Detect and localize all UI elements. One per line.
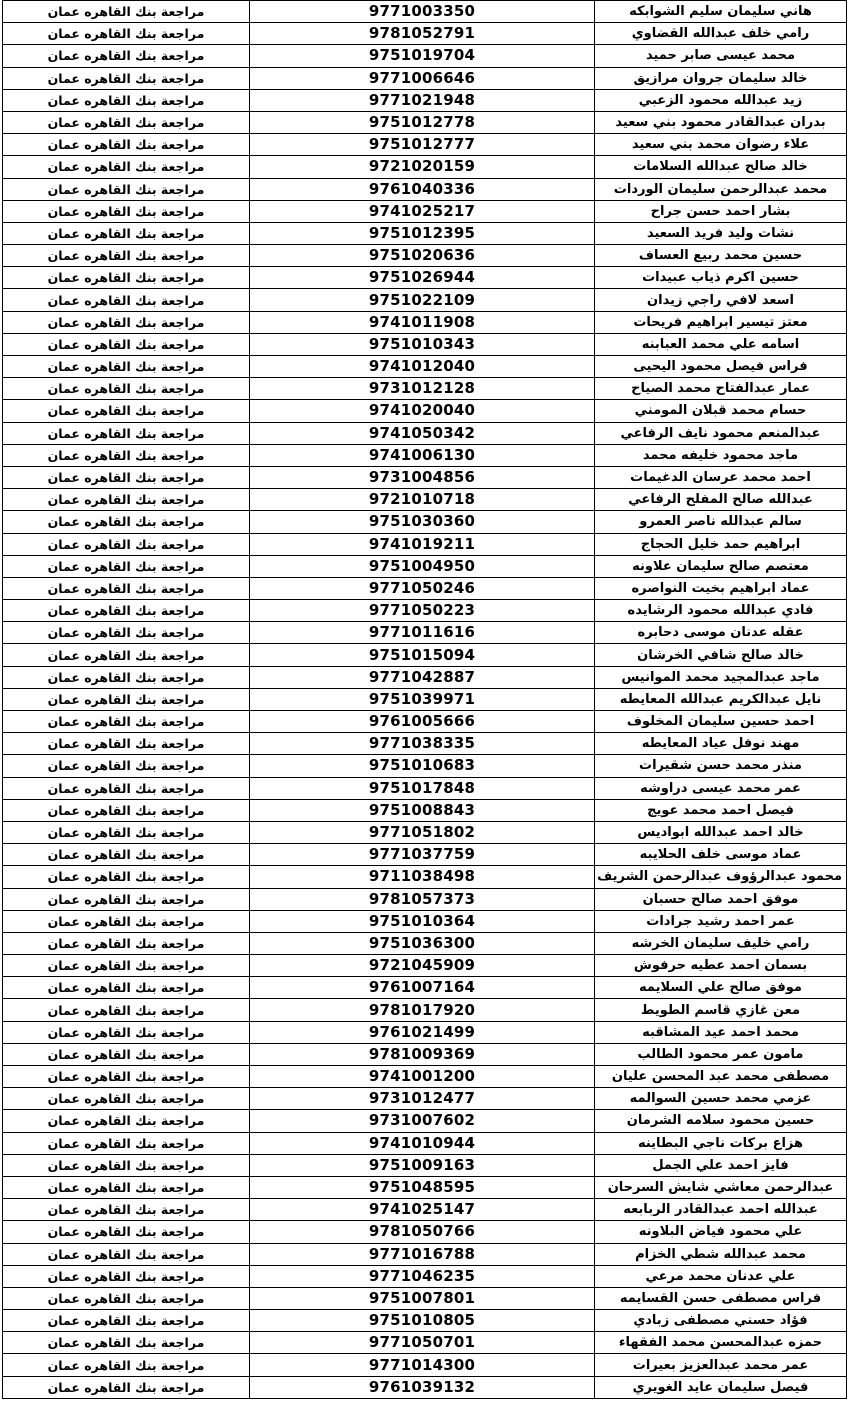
number-cell: 9721020159 (250, 156, 595, 178)
table-row (3, 555, 847, 577)
number-cell: 9731007602 (250, 1110, 595, 1132)
name-cell: موفق صالح علي السلايمه (595, 977, 847, 999)
number-cell: 9771038335 (250, 733, 595, 755)
branch-cell: مراجعة بنك القاهره عمان (3, 23, 250, 45)
name-cell: منذر محمد حسن شقيرات (595, 755, 847, 777)
name-cell: خالد صالح عبدالله السلامات (595, 156, 847, 178)
table-row (3, 1199, 847, 1221)
number-cell: 9751010343 (250, 333, 595, 355)
number-cell: 9751030360 (250, 511, 595, 533)
number-cell: 9751048595 (250, 1176, 595, 1198)
name-cell: نايل عبدالكريم عبدالله المعايطه (595, 688, 847, 710)
branch-cell: مراجعة بنك القاهره عمان (3, 555, 250, 577)
name-cell: حسين محمد ربيع العساف (595, 245, 847, 267)
name-cell: علي عدنان محمد مرعي (595, 1265, 847, 1287)
records-table-body (3, 1, 847, 1399)
number-cell: 9741001200 (250, 1066, 595, 1088)
table-row (3, 622, 847, 644)
name-cell: رامي خليف سليمان الخرشه (595, 932, 847, 954)
number-cell: 9741050342 (250, 422, 595, 444)
number-cell: 9741025147 (250, 1199, 595, 1221)
branch-cell: مراجعة بنك القاهره عمان (3, 267, 250, 289)
number-cell: 9751012778 (250, 111, 595, 133)
table-row (3, 821, 847, 843)
number-cell: 9731012128 (250, 378, 595, 400)
table-row (3, 866, 847, 888)
name-cell: فادي عبدالله محمود الرشايده (595, 600, 847, 622)
number-cell: 9731004856 (250, 466, 595, 488)
number-cell: 9771042887 (250, 666, 595, 688)
name-cell: عمر محمد عبدالعزيز بعيرات (595, 1354, 847, 1376)
branch-cell: مراجعة بنك القاهره عمان (3, 89, 250, 111)
table-row (3, 1, 847, 23)
branch-cell: مراجعة بنك القاهره عمان (3, 1243, 250, 1265)
number-cell: 9761039132 (250, 1376, 595, 1398)
number-cell: 9771003350 (250, 1, 595, 23)
name-cell: ماجد عبدالمجيد محمد الموانيس (595, 666, 847, 688)
branch-cell: مراجعة بنك القاهره عمان (3, 466, 250, 488)
name-cell: عبدالله احمد عبدالقادر الربابعه (595, 1199, 847, 1221)
name-cell: سالم عبدالله ناصر العمرو (595, 511, 847, 533)
table-row (3, 1021, 847, 1043)
name-cell: محمود عبدالرؤوف عبدالرحمن الشريف (595, 866, 847, 888)
table-row (3, 178, 847, 200)
name-cell: هاني سليمان سليم الشوابكه (595, 1, 847, 23)
name-cell: فراس مصطفى حسن القسايمه (595, 1287, 847, 1309)
number-cell: 9741010944 (250, 1132, 595, 1154)
branch-cell: مراجعة بنك القاهره عمان (3, 1332, 250, 1354)
number-cell: 9741025217 (250, 200, 595, 222)
table-row (3, 1221, 847, 1243)
table-row (3, 378, 847, 400)
branch-cell: مراجعة بنك القاهره عمان (3, 1310, 250, 1332)
name-cell: عمار عبدالفتاح محمد الصياح (595, 378, 847, 400)
branch-cell: مراجعة بنك القاهره عمان (3, 910, 250, 932)
name-cell: محمد عيسى صابر حميد (595, 45, 847, 67)
records-table (2, 0, 847, 1399)
number-cell: 9751009163 (250, 1154, 595, 1176)
table-row (3, 111, 847, 133)
name-cell: مامون عمر محمود الطالب (595, 1043, 847, 1065)
table-row (3, 688, 847, 710)
number-cell: 9771011616 (250, 622, 595, 644)
number-cell: 9771037759 (250, 844, 595, 866)
branch-cell: مراجعة بنك القاهره عمان (3, 422, 250, 444)
number-cell: 9751022109 (250, 289, 595, 311)
name-cell: عقله عدنان موسى دحابره (595, 622, 847, 644)
branch-cell: مراجعة بنك القاهره عمان (3, 1132, 250, 1154)
number-cell: 9741006130 (250, 444, 595, 466)
branch-cell: مراجعة بنك القاهره عمان (3, 200, 250, 222)
table-row (3, 333, 847, 355)
branch-cell: مراجعة بنك القاهره عمان (3, 1066, 250, 1088)
name-cell: فيصل احمد محمد عويج (595, 799, 847, 821)
table-row (3, 577, 847, 599)
branch-cell: مراجعة بنك القاهره عمان (3, 222, 250, 244)
table-row (3, 1243, 847, 1265)
name-cell: عبدالرحمن معاشي شايش السرحان (595, 1176, 847, 1198)
name-cell: عزمي محمد حسين السوالمه (595, 1088, 847, 1110)
name-cell: بدران عبدالقادر محمود بني سعيد (595, 111, 847, 133)
number-cell: 9781009369 (250, 1043, 595, 1065)
number-cell: 9711038498 (250, 866, 595, 888)
number-cell: 9751008843 (250, 799, 595, 821)
table-row (3, 422, 847, 444)
name-cell: عماد ابراهيم بخيت النواصره (595, 577, 847, 599)
number-cell: 9751039971 (250, 688, 595, 710)
branch-cell: مراجعة بنك القاهره عمان (3, 45, 250, 67)
table-row (3, 400, 847, 422)
number-cell: 9751036300 (250, 932, 595, 954)
name-cell: حسين محمود سلامه الشرمان (595, 1110, 847, 1132)
table-row (3, 1265, 847, 1287)
table-row (3, 267, 847, 289)
number-cell: 9751010805 (250, 1310, 595, 1332)
name-cell: حسام محمد قبلان المومني (595, 400, 847, 422)
number-cell: 9771006646 (250, 67, 595, 89)
number-cell: 9771046235 (250, 1265, 595, 1287)
table-row (3, 511, 847, 533)
number-cell: 9761040336 (250, 178, 595, 200)
table-row (3, 466, 847, 488)
name-cell: فايز احمد علي الجمل (595, 1154, 847, 1176)
table-row (3, 356, 847, 378)
branch-cell: مراجعة بنك القاهره عمان (3, 1221, 250, 1243)
number-cell: 9751012395 (250, 222, 595, 244)
table-row (3, 134, 847, 156)
name-cell: خالد سليمان جروان مرازيق (595, 67, 847, 89)
table-row (3, 600, 847, 622)
table-row (3, 23, 847, 45)
table-row (3, 1132, 847, 1154)
branch-cell: مراجعة بنك القاهره عمان (3, 1043, 250, 1065)
table-row (3, 289, 847, 311)
branch-cell: مراجعة بنك القاهره عمان (3, 799, 250, 821)
number-cell: 9771050223 (250, 600, 595, 622)
table-row (3, 644, 847, 666)
number-cell: 9741012040 (250, 356, 595, 378)
branch-cell: مراجعة بنك القاهره عمان (3, 644, 250, 666)
table-row (3, 733, 847, 755)
branch-cell: مراجعة بنك القاهره عمان (3, 1088, 250, 1110)
branch-cell: مراجعة بنك القاهره عمان (3, 1199, 250, 1221)
number-cell: 9771050701 (250, 1332, 595, 1354)
table-row (3, 844, 847, 866)
branch-cell: مراجعة بنك القاهره عمان (3, 356, 250, 378)
table-row (3, 1376, 847, 1398)
branch-cell: مراجعة بنك القاهره عمان (3, 1376, 250, 1398)
branch-cell: مراجعة بنك القاهره عمان (3, 866, 250, 888)
number-cell: 9721010718 (250, 489, 595, 511)
name-cell: مصطفى محمد عبد المحسن عليان (595, 1066, 847, 1088)
branch-cell: مراجعة بنك القاهره عمان (3, 955, 250, 977)
branch-cell: مراجعة بنك القاهره عمان (3, 1176, 250, 1198)
table-row (3, 777, 847, 799)
number-cell: 9781057373 (250, 888, 595, 910)
name-cell: معن غازي قاسم الطويط (595, 999, 847, 1021)
name-cell: محمد عبدالرحمن سليمان الوردات (595, 178, 847, 200)
table-row (3, 999, 847, 1021)
number-cell: 9761021499 (250, 1021, 595, 1043)
branch-cell: مراجعة بنك القاهره عمان (3, 1021, 250, 1043)
table-row (3, 955, 847, 977)
branch-cell: مراجعة بنك القاهره عمان (3, 755, 250, 777)
table-row (3, 311, 847, 333)
name-cell: اسعد لافي راجي زيدان (595, 289, 847, 311)
name-cell: هزاع بركات ناجي البطاينه (595, 1132, 847, 1154)
branch-cell: مراجعة بنك القاهره عمان (3, 245, 250, 267)
number-cell: 9751020636 (250, 245, 595, 267)
branch-cell: مراجعة بنك القاهره عمان (3, 600, 250, 622)
table-row (3, 910, 847, 932)
table-row (3, 1043, 847, 1065)
number-cell: 9741011908 (250, 311, 595, 333)
number-cell: 9731012477 (250, 1088, 595, 1110)
branch-cell: مراجعة بنك القاهره عمان (3, 289, 250, 311)
table-row (3, 711, 847, 733)
branch-cell: مراجعة بنك القاهره عمان (3, 311, 250, 333)
number-cell: 9761005666 (250, 711, 595, 733)
number-cell: 9741019211 (250, 533, 595, 555)
number-cell: 9771051802 (250, 821, 595, 843)
name-cell: خالد احمد عبدالله ابواديس (595, 821, 847, 843)
name-cell: محمد احمد عيد المشاقبه (595, 1021, 847, 1043)
table-row (3, 1176, 847, 1198)
branch-cell: مراجعة بنك القاهره عمان (3, 999, 250, 1021)
number-cell: 9751012777 (250, 134, 595, 156)
branch-cell: مراجعة بنك القاهره عمان (3, 622, 250, 644)
number-cell: 9751010683 (250, 755, 595, 777)
number-cell: 9751007801 (250, 1287, 595, 1309)
name-cell: زيد عبدالله محمود الزعبي (595, 89, 847, 111)
table-row (3, 444, 847, 466)
name-cell: معتز تيسير ابراهيم فريحات (595, 311, 847, 333)
name-cell: حمزه عبدالمحسن محمد الفقهاء (595, 1332, 847, 1354)
name-cell: ماجد محمود خليفه محمد (595, 444, 847, 466)
table-row (3, 200, 847, 222)
name-cell: محمد عبدالله شطي الخزام (595, 1243, 847, 1265)
name-cell: احمد محمد عرسان الدغيمات (595, 466, 847, 488)
name-cell: فراس فيصل محمود اليحيى (595, 356, 847, 378)
name-cell: موفق احمد صالح حسبان (595, 888, 847, 910)
name-cell: رامي خلف عبدالله القضاوي (595, 23, 847, 45)
name-cell: معتصم صالح سليمان علاونه (595, 555, 847, 577)
name-cell: عماد موسى خلف الحلايبه (595, 844, 847, 866)
branch-cell: مراجعة بنك القاهره عمان (3, 577, 250, 599)
number-cell: 9771050246 (250, 577, 595, 599)
number-cell: 9771014300 (250, 1354, 595, 1376)
branch-cell: مراجعة بنك القاهره عمان (3, 711, 250, 733)
table-row (3, 1332, 847, 1354)
branch-cell: مراجعة بنك القاهره عمان (3, 511, 250, 533)
branch-cell: مراجعة بنك القاهره عمان (3, 178, 250, 200)
table-row (3, 156, 847, 178)
name-cell: علي محمود فياض البلاونه (595, 1221, 847, 1243)
name-cell: نشات وليد فريد السعيد (595, 222, 847, 244)
table-row (3, 932, 847, 954)
branch-cell: مراجعة بنك القاهره عمان (3, 444, 250, 466)
name-cell: اسامه علي محمد العبابنه (595, 333, 847, 355)
number-cell: 9781050766 (250, 1221, 595, 1243)
name-cell: فؤاد حسني مصطفى زبادي (595, 1310, 847, 1332)
branch-cell: مراجعة بنك القاهره عمان (3, 733, 250, 755)
name-cell: فيصل سليمان عايد الغويري (595, 1376, 847, 1398)
branch-cell: مراجعة بنك القاهره عمان (3, 777, 250, 799)
table-row (3, 977, 847, 999)
table-row (3, 89, 847, 111)
name-cell: بسمان احمد عطيه حرفوش (595, 955, 847, 977)
table-row (3, 1110, 847, 1132)
table-row (3, 888, 847, 910)
table-row (3, 245, 847, 267)
table-row (3, 1066, 847, 1088)
branch-cell: مراجعة بنك القاهره عمان (3, 888, 250, 910)
branch-cell: مراجعة بنك القاهره عمان (3, 977, 250, 999)
table-row (3, 1310, 847, 1332)
branch-cell: مراجعة بنك القاهره عمان (3, 821, 250, 843)
table-row (3, 67, 847, 89)
branch-cell: مراجعة بنك القاهره عمان (3, 1354, 250, 1376)
table-row (3, 1287, 847, 1309)
table-row (3, 45, 847, 67)
name-cell: عمر محمد عيسى دراوشه (595, 777, 847, 799)
number-cell: 9721045909 (250, 955, 595, 977)
branch-cell: مراجعة بنك القاهره عمان (3, 1265, 250, 1287)
table-row (3, 222, 847, 244)
name-cell: علاء رضوان محمد بني سعيد (595, 134, 847, 156)
branch-cell: مراجعة بنك القاهره عمان (3, 134, 250, 156)
branch-cell: مراجعة بنك القاهره عمان (3, 400, 250, 422)
branch-cell: مراجعة بنك القاهره عمان (3, 378, 250, 400)
branch-cell: مراجعة بنك القاهره عمان (3, 932, 250, 954)
table-row (3, 1154, 847, 1176)
number-cell: 9751004950 (250, 555, 595, 577)
name-cell: مهند نوفل عياد المعايطه (595, 733, 847, 755)
table-row (3, 1088, 847, 1110)
number-cell: 9781052791 (250, 23, 595, 45)
name-cell: بشار احمد حسن جراح (595, 200, 847, 222)
number-cell: 9741020040 (250, 400, 595, 422)
branch-cell: مراجعة بنك القاهره عمان (3, 156, 250, 178)
table-row (3, 533, 847, 555)
branch-cell: مراجعة بنك القاهره عمان (3, 1110, 250, 1132)
branch-cell: مراجعة بنك القاهره عمان (3, 111, 250, 133)
number-cell: 9751017848 (250, 777, 595, 799)
table-row (3, 666, 847, 688)
branch-cell: مراجعة بنك القاهره عمان (3, 533, 250, 555)
table-row (3, 755, 847, 777)
number-cell: 9761007164 (250, 977, 595, 999)
name-cell: خالد صالح شافي الخرشان (595, 644, 847, 666)
name-cell: عمر احمد رشيد جرادات (595, 910, 847, 932)
branch-cell: مراجعة بنك القاهره عمان (3, 1287, 250, 1309)
number-cell: 9771016788 (250, 1243, 595, 1265)
branch-cell: مراجعة بنك القاهره عمان (3, 666, 250, 688)
table-row (3, 1354, 847, 1376)
name-cell: عبدالمنعم محمود نايف الرفاعي (595, 422, 847, 444)
number-cell: 9751026944 (250, 267, 595, 289)
number-cell: 9751019704 (250, 45, 595, 67)
table-row (3, 489, 847, 511)
number-cell: 9771021948 (250, 89, 595, 111)
name-cell: عبدالله صالح المفلح الرفاعي (595, 489, 847, 511)
branch-cell: مراجعة بنك القاهره عمان (3, 489, 250, 511)
branch-cell: مراجعة بنك القاهره عمان (3, 333, 250, 355)
name-cell: حسين اكرم ذياب عبيدات (595, 267, 847, 289)
branch-cell: مراجعة بنك القاهره عمان (3, 688, 250, 710)
name-cell: ابراهيم حمد خليل الحجاج (595, 533, 847, 555)
branch-cell: مراجعة بنك القاهره عمان (3, 67, 250, 89)
number-cell: 9751010364 (250, 910, 595, 932)
branch-cell: مراجعة بنك القاهره عمان (3, 1154, 250, 1176)
branch-cell: مراجعة بنك القاهره عمان (3, 844, 250, 866)
table-row (3, 799, 847, 821)
branch-cell: مراجعة بنك القاهره عمان (3, 1, 250, 23)
name-cell: احمد حسين سليمان المخلوف (595, 711, 847, 733)
number-cell: 9781017920 (250, 999, 595, 1021)
number-cell: 9751015094 (250, 644, 595, 666)
